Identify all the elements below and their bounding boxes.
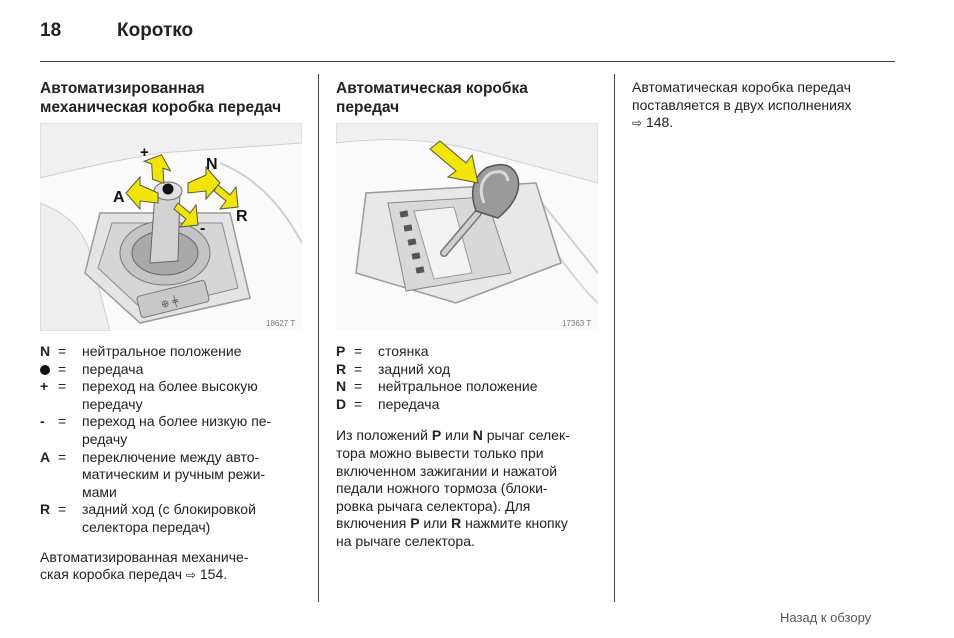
legend-row: N = нейтральное положение <box>40 343 242 359</box>
column-versions <box>632 79 894 133</box>
paragraph-versions: Автоматическая коробка передач поставляется в двух исполнениях ⇨ 148. <box>632 79 852 131</box>
page-title: Коротко <box>117 20 194 41</box>
label-minus: - <box>200 220 206 237</box>
label-a: A <box>113 189 125 206</box>
back-to-overview-link[interactable]: Назад к обзору <box>780 610 872 625</box>
section-heading-automated-manual: Автоматизированная механическая коробка передач <box>40 80 282 116</box>
label-plus: + <box>140 144 149 161</box>
reference-arrow-icon: ⇨ <box>632 116 643 131</box>
column-divider-1 <box>318 74 319 602</box>
legend-row: R = задний ход (с блокировкой селектора передач) <box>40 501 256 535</box>
section-heading-automatic: Автоматическая коробка передач <box>336 80 528 116</box>
column-automated-manual <box>40 79 302 585</box>
column-divider-2 <box>614 74 615 602</box>
legend-row: R = задний ход <box>336 360 451 377</box>
figure-automated-manual-lever <box>40 123 302 331</box>
label-r: R <box>236 208 248 225</box>
legend-row: P = стоянка <box>336 343 429 359</box>
page-reference-link[interactable]: 148. <box>645 114 674 131</box>
gear-dot-icon <box>40 365 50 375</box>
legend-row: A = переключение между авто- матическим и ручным режи- мами <box>40 448 266 500</box>
selector-illustration <box>336 123 598 331</box>
figure-id: 17363 T <box>562 319 592 328</box>
paragraph-selector-lock: Из положений P или N рычаг селек- тора можно вывести только при включенном зажигании и нажатой педали ножного тормоза (блоки- ровка рычага селектора). Для включения P или R нажмите кнопку на рычаге селектора. <box>336 427 570 549</box>
figure-automatic-selector <box>336 123 598 331</box>
legend-row: N = нейтральное положение <box>336 378 538 395</box>
label-n: N <box>206 156 218 173</box>
lever-illustration <box>40 123 302 331</box>
svg-text:⊕ ╪: ⊕ ╪ <box>159 295 180 311</box>
legend-automatic <box>336 343 598 413</box>
legend-automated-manual <box>40 343 302 537</box>
header-rule <box>40 61 895 62</box>
note-automated-manual: Автоматизированная механиче- ская коробка передач ⇨ 154. <box>40 548 249 583</box>
legend-row: = передача <box>40 361 302 379</box>
page-number: 18 <box>40 20 62 41</box>
legend-row: + = переход на более высокую передачу <box>40 378 258 412</box>
page-reference-link[interactable]: 154. <box>199 566 228 583</box>
column-automatic <box>336 79 598 551</box>
reference-arrow-icon: ⇨ <box>185 568 196 583</box>
legend-row: - = переход на более низкую пе- редачу <box>40 413 272 447</box>
legend-row: D = передача <box>336 395 440 412</box>
figure-id: 18627 T <box>266 319 296 328</box>
